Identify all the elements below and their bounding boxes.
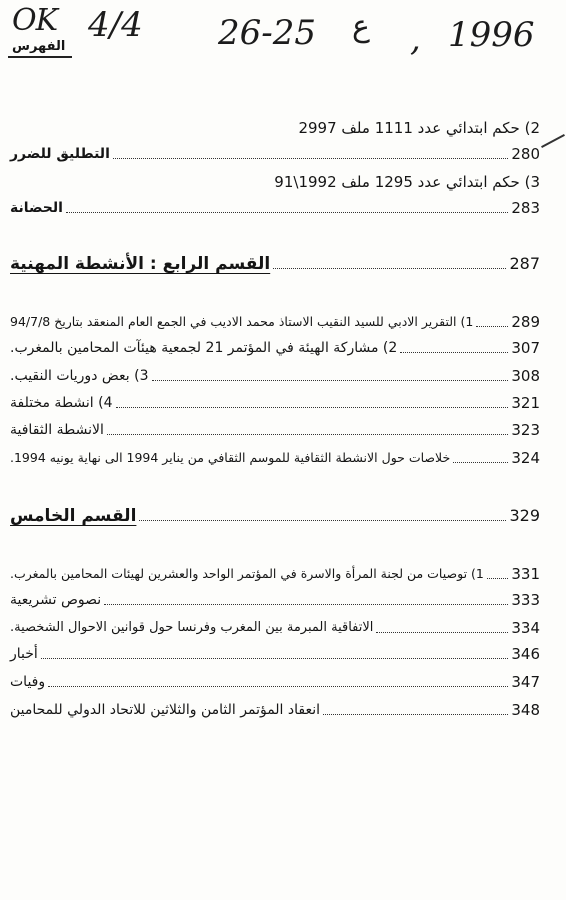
toc-page-number: 331 (511, 565, 540, 583)
toc-entry (10, 618, 540, 638)
handwritten-ok: OK (12, 3, 58, 38)
dot-leader (487, 577, 509, 579)
toc-entry (10, 338, 540, 358)
toc-section-heading (10, 254, 540, 274)
toc-page-number: 307 (511, 339, 540, 357)
dot-leader (152, 379, 509, 381)
toc-entry (10, 672, 540, 692)
dot-leader (104, 603, 508, 605)
dot-leader (323, 713, 508, 715)
toc-entry-title: وفيات (10, 674, 46, 690)
toc-entry-title: 4) انشطة مختلفة (10, 395, 113, 411)
margin-pen-mark (541, 134, 565, 148)
toc-entry (10, 393, 540, 413)
dot-leader (376, 631, 508, 633)
toc-entry (10, 198, 540, 218)
toc-entry-title: 3) بعض دوريات النقيب. (10, 368, 149, 384)
toc-page-number: 346 (511, 645, 540, 663)
toc-entry-title: 3) حكم ابتدائي عدد 1295 ملف 1992\91 (274, 173, 540, 191)
toc-entry-title: التطليق للضرر (10, 146, 110, 162)
toc-page-number: 308 (511, 367, 540, 385)
toc-entry-title: القسم الرابع : الأنشطة المهنية (10, 254, 271, 274)
toc-page-number: 283 (511, 199, 540, 217)
toc-page-number: 280 (511, 145, 540, 163)
toc-entry-title: القسم الخامس (10, 506, 137, 526)
toc-page-number: 333 (511, 591, 540, 609)
handwritten-page-range: 26-25 (218, 13, 317, 53)
dot-leader (453, 461, 508, 463)
dot-leader (476, 325, 508, 327)
toc-entry (10, 564, 540, 584)
toc-page-number: 348 (511, 701, 540, 719)
toc-entry-title: 1) توصيات من لجنة المرأة والاسرة في المؤتمر الواحد والعشرين لهيئات المحامين بالمغرب. (10, 566, 484, 581)
toc-entry-title: نصوص تشريعية (10, 592, 102, 608)
toc-page-number: 334 (511, 619, 540, 637)
toc-entry-title: الحضانة (10, 200, 63, 216)
handwritten-letter: ع (352, 9, 370, 44)
toc-page-number: 287 (509, 254, 540, 273)
index-underline (8, 56, 72, 58)
toc-section-heading (10, 506, 540, 526)
toc-entry (10, 144, 540, 164)
toc-entry (10, 590, 540, 610)
toc-entry-title: خلاصات حول الانشطة الثقافية للموسم الثقافي من يناير 1994 الى نهاية يونيه 1994. (10, 450, 451, 465)
index-label: الفهرس (12, 39, 66, 54)
toc-entry (10, 448, 540, 468)
toc-entry-title: انعقاد المؤتمر الثامن والثلاثين للاتحاد الدولي للمحامين (10, 702, 321, 718)
handwritten-comma: , (410, 19, 421, 59)
dot-leader (66, 211, 508, 213)
toc-entry-title: الانشطة الثقافية (10, 422, 104, 438)
toc-page-number: 289 (511, 313, 540, 331)
toc-entry (10, 366, 540, 386)
dot-leader (139, 519, 506, 521)
toc-entry-title: أخبار (10, 646, 38, 662)
toc-entry (298, 118, 540, 138)
dot-leader (113, 157, 508, 159)
dot-leader (48, 685, 508, 687)
toc-entry (10, 644, 540, 664)
toc-page-number: 324 (511, 449, 540, 467)
handwritten-year: 1996 (448, 15, 535, 55)
toc-entry (274, 172, 540, 192)
toc-entry-title: 2) مشاركة الهيئة في المؤتمر 21 لجمعية هيئآت المحامين بالمغرب. (10, 340, 398, 356)
toc-entry (10, 420, 540, 440)
handwritten-fraction: 4/4 (88, 5, 143, 45)
toc-entry (10, 700, 540, 720)
toc-page-number: 321 (511, 394, 540, 412)
dot-leader (107, 433, 509, 435)
toc-entry (10, 312, 540, 332)
toc-page-number: 323 (511, 421, 540, 439)
toc-page-number: 329 (509, 506, 540, 525)
toc-page-number: 347 (511, 673, 540, 691)
dot-leader (41, 657, 509, 659)
toc-entry-title: 2) حكم ابتدائي عدد 1111 ملف 2997 (298, 119, 540, 137)
dot-leader (116, 406, 509, 408)
toc-entry-title: 1) التقرير الادبي للسيد النقيب الاستاذ محمد الاديب في الجمع العام المنعقد بتاريخ 94/7/8 (10, 314, 474, 329)
toc-entry-title: الاتفاقية المبرمة بين المغرب وفرنسا حول قوانين الاحوال الشخصية. (10, 620, 374, 635)
dot-leader (273, 267, 506, 269)
dot-leader (400, 351, 508, 353)
